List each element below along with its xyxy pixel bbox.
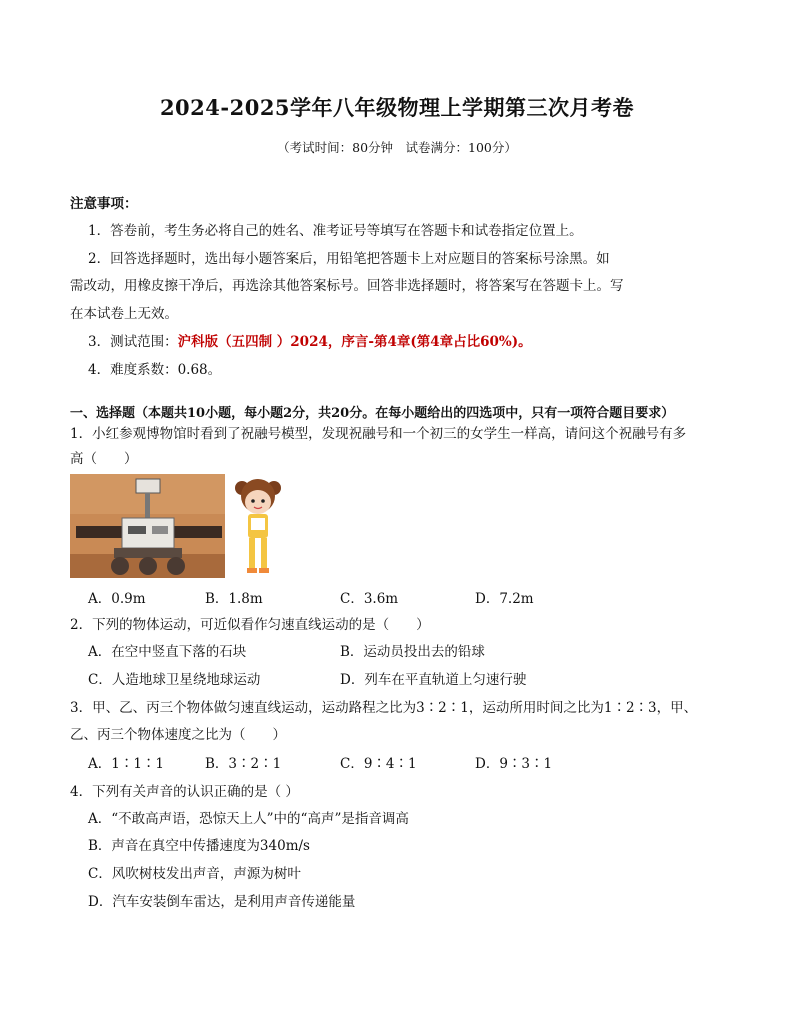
zhurong-rover-image <box>70 474 225 578</box>
q4-option-b: B．声音在真空中传播速度为340m/s <box>88 838 310 854</box>
q1-option-a: A．0.9m <box>88 591 146 607</box>
q4-option-c: C．风吹树枝发出声音，声源为树叶 <box>88 866 301 882</box>
q1-option-d: D．7.2m <box>475 591 534 607</box>
test-range: 沪科版（五四制 ）2024，序言-第4章(第4章占比60%)。 <box>177 334 532 350</box>
notice-item-3-prefix: 3．测试范围： <box>88 334 178 350</box>
q1-stem-line-2: 高（ ） <box>70 451 138 467</box>
q2-option-a: A．在空中竖直下落的石块 <box>88 644 247 660</box>
q2-option-c: C．人造地球卫星绕地球运动 <box>88 672 261 688</box>
notice-item-2-line-1: 2．回答选择题时，选出每小题答案后，用铅笔把答题卡上对应题目的答案标号涂黑。如 <box>88 251 610 267</box>
q3-stem-line-1: 3．甲、乙、丙三个物体做匀速直线运动，运动路程之比为3∶2∶1，运动所用时间之比为1∶2∶3，甲、 <box>70 700 698 716</box>
girl-illustration <box>235 479 281 573</box>
exam-info: （考试时间：80分钟 试卷满分：100分） <box>277 140 517 155</box>
q2-option-b: B．运动员投出去的铅球 <box>340 644 485 660</box>
notice-item-2-line-2: 需改动，用橡皮擦干净后，再选涂其他答案标号。回答非选择题时，将答案写在答题卡上。写 <box>70 278 624 294</box>
q2-option-d: D．列车在平直轨道上匀速行驶 <box>340 672 527 688</box>
q3-option-b: B．3∶2∶1 <box>205 756 282 772</box>
notice-item-4: 4．难度系数：0.68。 <box>88 362 222 378</box>
q1-option-b: B．1.8m <box>205 591 263 607</box>
notice-item-3 <box>88 330 532 350</box>
q1-stem-line-1: 1．小红参观博物馆时看到了祝融号模型，发现祝融号和一个初三的女学生一样高，请问这个祝融号有多 <box>70 426 687 442</box>
q1-figure <box>70 474 300 580</box>
q3-option-c: C．9∶4∶1 <box>340 756 417 772</box>
notice-item-1: 1．答卷前，考生务必将自己的姓名、准考证号等填写在答题卡和试卷指定位置上。 <box>88 223 583 239</box>
page-title: 2024-2025学年八年级物理上学期第三次月考卷 <box>159 95 635 120</box>
q3-stem-line-2: 乙、丙三个物体速度之比为（ ） <box>70 727 286 743</box>
q2-stem: 2．下列的物体运动，可近似看作匀速直线运动的是（ ） <box>70 617 430 633</box>
q3-option-d: D．9∶3∶1 <box>475 756 553 772</box>
q3-option-a: A．1∶1∶1 <box>88 756 165 772</box>
q1-option-c: C．3.6m <box>340 591 399 607</box>
q4-stem: 4．下列有关声音的认识正确的是（ ） <box>70 784 299 800</box>
notice-item-2-line-3: 在本试卷上无效。 <box>70 306 178 322</box>
notice-heading: 注意事项： <box>70 196 138 212</box>
q4-option-d: D．汽车安装倒车雷达，是利用声音传递能量 <box>88 894 356 910</box>
section-1-heading: 一、选择题（本题共10小题，每小题2分，共20分。在每小题给出的四选项中，只有一项符合题目要求） <box>70 406 675 421</box>
q4-option-a: A．“不敢高声语，恐惊天上人”中的“高声”是指音调高 <box>88 811 409 827</box>
